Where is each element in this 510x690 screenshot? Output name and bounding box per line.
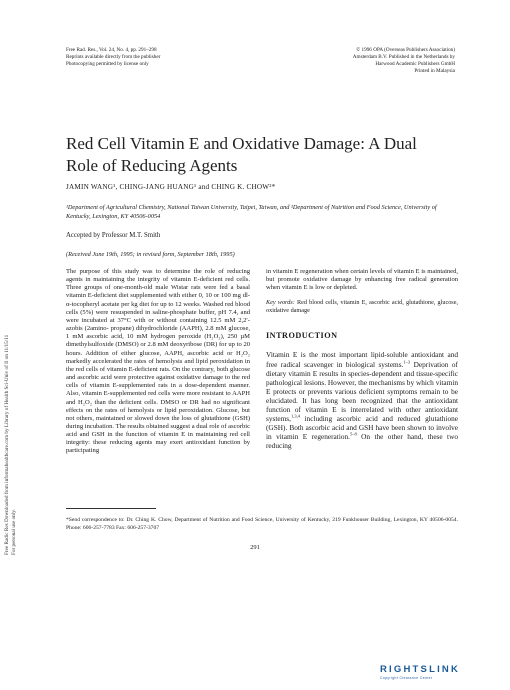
- section-heading-introduction: INTRODUCTION: [266, 331, 338, 341]
- intro-text-3: including ascorbic acid and reduced glutathione (GSH). Both ascorbic acid and GSH have been shown to involve in vitamin E regeneration.: [266, 414, 458, 442]
- abstract-continuation: in vitamin E regeneration when certain levels of vitamin E is maintained, but promote oxidative damage by enhancing free radical generation when vitamin E is low or depleted.: [266, 268, 458, 292]
- keywords-text: Red blood cells, vitamin E, ascorbic acid, glutathione, glucose, oxidative damage: [266, 299, 458, 315]
- received-dates: (Received June 19th, 1995; in revised form, September 18th, 1995): [66, 251, 235, 258]
- download-note-line-2: For personal use only.: [10, 509, 17, 555]
- keywords: [266, 299, 458, 315]
- photocopy-note: Photocopying permitted by license only: [66, 61, 149, 67]
- printed-line: Printed in Malaysia: [414, 68, 455, 74]
- page-number: 291: [250, 544, 260, 551]
- rightslink-logo-text: RIGHTSLINK: [380, 664, 461, 675]
- citation-ref: 5–8: [349, 431, 357, 437]
- running-header-left: [66, 47, 266, 68]
- author-list: JAMIN WANG¹, CHING-JANG HUANG¹ and CHING K. CHOW²*: [66, 183, 276, 191]
- right-column: [266, 268, 458, 451]
- intro-text-1: Vitamin E is the most important lipid-soluble antioxidant and free radical scavenger in biological systems.: [266, 350, 458, 369]
- accepted-by: Accepted by Professor M.T. Smith: [66, 232, 161, 239]
- intro-text-2: Deprivation of dietary vitamin E results in species-dependent and tissue-specific pathological lesions. However, the mechanisms by which vitamin E protects or prevents various deficient symptoms remain to be elucidated. It has long been recognized that the antioxidant function of vitamin E is interrelated with other antioxidant systems,: [266, 359, 458, 424]
- rightslink-tagline: Copyright Clearance Center: [380, 676, 433, 680]
- affiliations: ¹Department of Agricultural Chemistry, National Taiwan University, Taipei, Taiwan, and ²Department of Nutrition and Food Science, University of Kentucky, Lexington, KY 40506-0054: [66, 204, 437, 220]
- keywords-label: Key words:: [266, 299, 295, 307]
- citation-ref: 1–3: [403, 359, 411, 365]
- title-line-2: Role of Reducing Agents: [66, 156, 238, 175]
- imprint-line: Harwood Academic Publishers GmbH: [375, 61, 455, 67]
- download-watermark: [4, 265, 22, 555]
- citation-ref: 1,3,4: [290, 413, 300, 419]
- correspondence-footnote: *Send correspondence to: Dr. Ching K. Chow, Department of Nutrition and Food Science, University of Kentucky, 219 Funkhouser Building, Lexington, KY 40506-0054. Phone: 606-257-7783 Fax: 606-257-3707: [66, 517, 458, 531]
- introduction-paragraph: [266, 350, 458, 450]
- footnote-divider: [66, 508, 156, 509]
- title-line-1: Red Cell Vitamin E and Oxidative Damage: A Dual: [66, 134, 417, 153]
- copyright-line: © 1996 OPA (Overseas Publishers Association): [356, 47, 455, 53]
- rightslink-logo: [380, 664, 490, 682]
- running-header-right: [300, 47, 455, 75]
- journal-citation: Free Rad. Res., Vol. 24, No. 4, pp. 291–298: [66, 47, 157, 53]
- abstract-text: The purpose of this study was to determine the role of reducing agents in maintaining the integrity of vitamin E-deficient red cells. Three groups of one-month-old male Wistar rats were fed a basal vitamin E-deficient diet supplemented with either 0, 10 or 100 mg dl-α-tocopheryl acetate per kg diet for up to 12 weeks. Washed red blood cells (5%) were resuspended in saline-phosphate buffer, pH 7.4, and were incubated at 37°C with or without containing 12.5 mM 2,2′-azobis (2amino- propane) dihydrochloride (AAPH), 2.8 mM glucose, 1 mM ascorbic acid, 10 mM hydrogen peroxide (H₂O₂), 250 µM dimethylsulfoxide (DMSO) or 2.8 mM deoxyribose (DR) for up to 20 hours. Addition of either glucose, AAPH, ascorbic acid or H₂O₂ markedly accelerated the rates of hemolysis and lipid peroxidation in the red cells of vitamin E-deficient rats. On the contrary, both glucose and ascorbic acid were protective against oxidative damage to the red cells of vitamin E-supplemented rats in a dose-dependent manner. Also, vitamin E-supplemented red cells were more resistant to AAPH and H₂O₂ than the deficient cells. DMSO or DR had no significant effects on the rates of hemolysis or lipid peroxidation. Glucose, but not others, maintained or slowed down the loss of glutathione (GSH) during incubation. The results obtained suggest a dual role of ascorbic acid and GSH in the function of vitamin E in maintaining red cell integrity: these reducing agents may exert antioxidant function by participating: [66, 268, 250, 455]
- intro-text-4: On the other hand, these two reducing: [266, 432, 458, 451]
- publisher-line: Amsterdam B.V. Published in the Netherlands by: [352, 54, 455, 60]
- download-note-line-1: Free Radic Res Downloaded from informahealthcare.com by Library of Health Sci-Univ of Il on 11/15/11: [4, 334, 10, 555]
- reprints-note: Reprints available directly from the publisher: [66, 54, 161, 60]
- article-title: [66, 133, 456, 177]
